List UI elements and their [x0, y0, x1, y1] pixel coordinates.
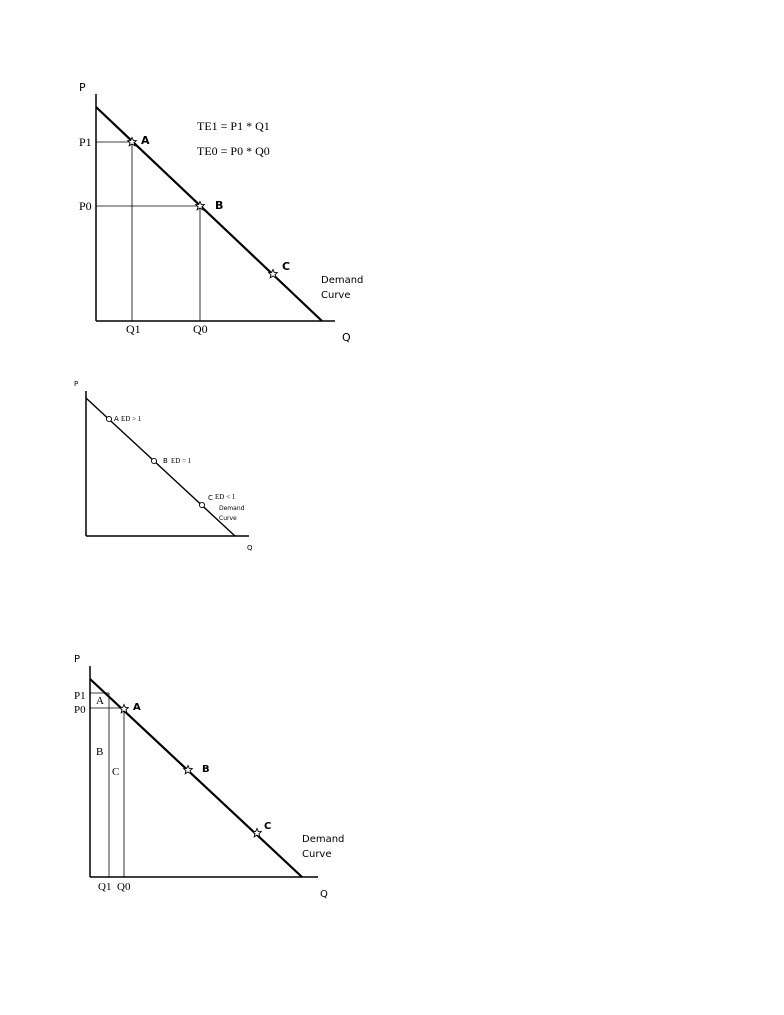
q0-label: Q0 [117, 881, 131, 893]
q1-label: Q1 [126, 322, 141, 336]
diagram-total-expenditure [79, 81, 363, 344]
p-axis-label: P [79, 81, 86, 94]
point-c-label: C [264, 821, 272, 832]
point-c-label: C [208, 494, 213, 502]
q-axis-label: Q [342, 331, 351, 344]
demand-label-line2: Curve [219, 515, 237, 522]
p1-label: P1 [74, 690, 86, 702]
point-a-label: A [114, 415, 119, 423]
point-c-marker [199, 502, 204, 507]
point-b-label: B [163, 457, 168, 465]
ed-b-label: ED = 1 [171, 457, 192, 465]
point-b-marker [151, 458, 156, 463]
demand-label-line1: Demand [321, 275, 364, 286]
demand-label-line2: Curve [302, 849, 332, 860]
p-axis-label: P [74, 654, 81, 665]
point-c-label: C [282, 260, 291, 273]
ed-c-label: ED < 1 [215, 493, 236, 501]
p0-label: P0 [79, 199, 92, 213]
te1-equation: TE1 = P1 * Q1 [197, 119, 270, 133]
demand-label-line1: Demand [302, 834, 345, 845]
point-a-label: A [141, 134, 150, 147]
q-axis-label: Q [247, 544, 253, 552]
point-a-marker [106, 416, 111, 421]
demand-label-line1: Demand [219, 505, 245, 512]
region-c-label: C [112, 766, 120, 778]
diagram-elasticity [74, 380, 253, 552]
region-b-label: B [96, 746, 104, 758]
point-b-label: B [202, 764, 210, 775]
ed-a-label: ED > 1 [121, 415, 142, 423]
p1-label: P1 [79, 135, 92, 149]
q1-label: Q1 [98, 881, 112, 893]
te0-equation: TE0 = P0 * Q0 [197, 144, 270, 158]
point-b-label: B [215, 199, 224, 212]
region-a-label: A [96, 695, 104, 707]
diagram-expenditure-areas [74, 654, 344, 900]
p-axis-label: P [74, 380, 79, 388]
point-a-label: A [133, 702, 141, 713]
q0-label: Q0 [193, 322, 208, 336]
q-axis-label: Q [320, 889, 328, 900]
p0-label: P0 [74, 704, 86, 716]
demand-curve [96, 107, 322, 321]
demand-label-line2: Curve [321, 290, 351, 301]
